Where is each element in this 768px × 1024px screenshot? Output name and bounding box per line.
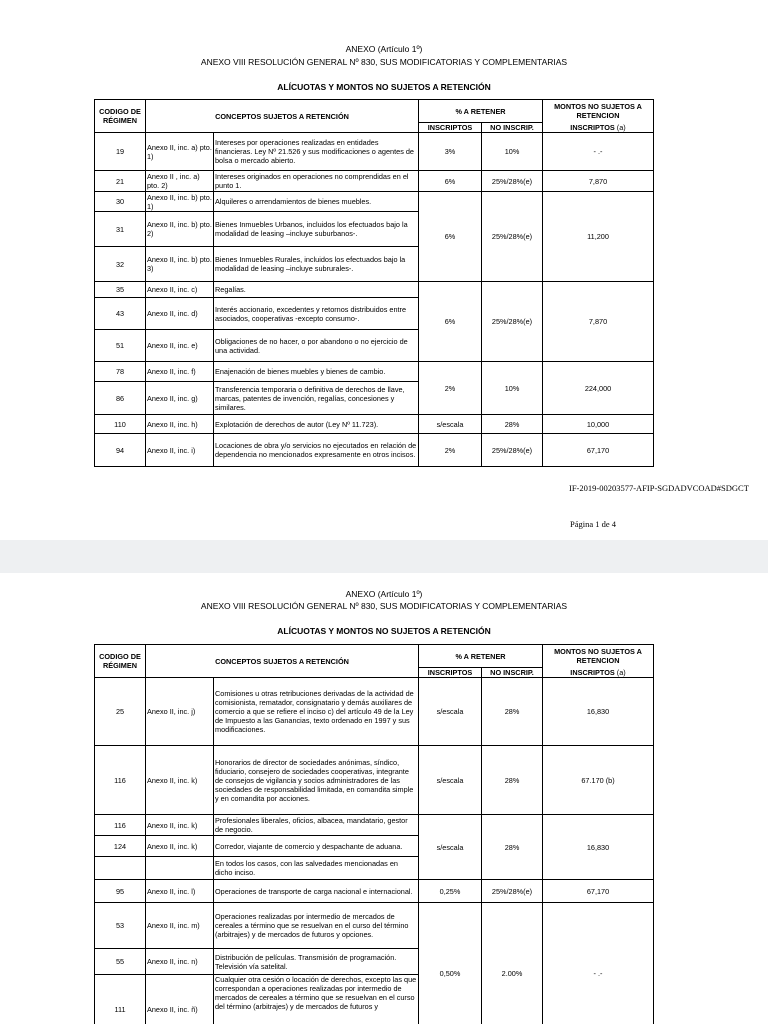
- concepto-cell: Cualquier otra cesión o locación de derechos, excepto las que correspondan a operaciones realizadas por intermedio de mercados de cereales a término que se resuelvan en el curso del término (arbitrajes) y de mercados de futuros y: [214, 975, 419, 1024]
- anexo-cell: Anexo II, inc. k): [146, 815, 214, 836]
- rate-inscriptos: s/escala: [419, 415, 482, 434]
- table-subtitle: ALÍCUOTAS Y MONTOS NO SUJETOS A RETENCIÓN: [277, 82, 491, 92]
- anexo-cell: Anexo II, inc. b) pto. 3): [146, 247, 214, 282]
- monto-cell: - .-: [543, 903, 654, 1024]
- resolution-title: ANEXO VIII RESOLUCIÓN GENERAL Nº 830, SUS MODIFICATORIAS Y COMPLEMENTARIAS: [200, 601, 568, 611]
- rate-inscriptos: s/escala: [419, 815, 482, 880]
- page-gap: [0, 540, 768, 573]
- anexo-cell: Anexo II, inc. j): [146, 678, 214, 746]
- anexo-cell: Anexo II, inc. b) pto. 2): [146, 212, 214, 247]
- header-pct: % A RETENER: [419, 645, 543, 668]
- rate-inscriptos: 6%: [419, 282, 482, 362]
- codigo-cell: 78: [95, 362, 146, 382]
- anexo-cell: Anexo II, inc. c): [146, 282, 214, 298]
- concepto-cell: Interés accionario, excedentes y retornos distribuidos entre asociados, cooperativas -excepto consumo-.: [214, 298, 419, 330]
- retention-table-page-1: [94, 99, 654, 467]
- monto-cell: - .-: [543, 133, 654, 171]
- header-inscriptos: INSCRIPTOS: [419, 668, 482, 678]
- concepto-cell: Intereses por operaciones realizadas en entidades financieras. Ley Nº 21.526 y sus modificaciones o agentes de bolsa o mercado abierto.: [214, 133, 419, 171]
- codigo-cell: 31: [95, 212, 146, 247]
- anexo-cell: Anexo II, inc. e): [146, 330, 214, 362]
- rate-no-inscrip: 28%: [482, 415, 543, 434]
- concepto-cell: Operaciones de transporte de carga nacional e internacional.: [214, 880, 419, 903]
- rate-no-inscrip: 25%/28%(e): [482, 434, 543, 467]
- concepto-cell: Enajenación de bienes muebles y bienes de cambio.: [214, 362, 419, 382]
- rate-inscriptos: 0,50%: [419, 903, 482, 1024]
- concepto-cell: Bienes Inmuebles Rurales, incluidos los efectuados bajo la modalidad de leasing –incluye subrurales-.: [214, 247, 419, 282]
- header-montos-inscriptos: INSCRIPTOS (a): [543, 123, 654, 133]
- anexo-cell: Anexo II, inc. d): [146, 298, 214, 330]
- monto-cell: 10,000: [543, 415, 654, 434]
- rate-no-inscrip: 25%/28%(e): [482, 282, 543, 362]
- rate-no-inscrip: 25%/28%(e): [482, 880, 543, 903]
- concepto-cell: Transferencia temporaria o definitiva de derechos de llave, marcas, patentes de invención, regalías, concesiones y similares.: [214, 382, 419, 415]
- header-codigo: CODIGO DE RÉGIMEN: [95, 645, 146, 678]
- rate-inscriptos: s/escala: [419, 678, 482, 746]
- monto-cell: 7,870: [543, 282, 654, 362]
- rate-inscriptos: 2%: [419, 434, 482, 467]
- table-subtitle: ALÍCUOTAS Y MONTOS NO SUJETOS A RETENCIÓN: [277, 626, 491, 636]
- header-inscriptos: INSCRIPTOS: [419, 123, 482, 133]
- codigo-cell: 95: [95, 880, 146, 903]
- monto-cell: 224,000: [543, 362, 654, 415]
- rate-no-inscrip: 28%: [482, 678, 543, 746]
- anexo-cell: Anexo II, inc. h): [146, 415, 214, 434]
- retention-table-page-2: [94, 644, 654, 1024]
- header-no-inscrip: NO INSCRIP.: [482, 668, 543, 678]
- codigo-cell: 110: [95, 415, 146, 434]
- concepto-cell: Explotación de derechos de autor (Ley Nº 11.723).: [214, 415, 419, 434]
- anexo-cell: Anexo II, inc. g): [146, 382, 214, 415]
- anexo-cell: Anexo II, inc. b) pto. 1): [147, 192, 212, 211]
- concepto-cell: Honorarios de director de sociedades anónimas, síndico, fiduciario, consejero de sociedades cooperativas, integrante de consejos de vigilancia y socios administradores de las sociedades de responsabilidad limitada, en comandita simple y en comandita por acciones.: [214, 746, 419, 815]
- rate-inscriptos: 6%: [419, 192, 482, 282]
- anexo-cell: Anexo II , inc. a) pto. 2): [146, 171, 214, 192]
- anexo-cell: Anexo II, inc. ñ): [146, 975, 214, 1024]
- concepto-cell: Operaciones realizadas por intermedio de mercados de cereales a término que se resuelvan en el curso del término (arbitrajes) y de mercados de futuros y opciones.: [214, 903, 419, 949]
- annex-title: ANEXO (Artículo 1º): [345, 44, 423, 54]
- rate-inscriptos: 3%: [419, 133, 482, 171]
- concepto-cell: En todos los casos, con las salvedades mencionadas en dicho inciso.: [214, 857, 419, 880]
- codigo-cell: 51: [95, 330, 146, 362]
- rate-no-inscrip: 25%/28%(e): [482, 171, 543, 192]
- concepto-cell: Intereses originados en operaciones no comprendidas en el punto 1.: [214, 171, 419, 192]
- rate-no-inscrip: 25%/28%(e): [482, 192, 543, 282]
- annex-title: ANEXO (Artículo 1º): [345, 589, 423, 599]
- anexo-cell: Anexo II, inc. k): [146, 836, 214, 857]
- codigo-cell: 55: [95, 949, 146, 975]
- monto-cell: 67.170 (b): [543, 746, 654, 815]
- concepto-cell: Distribución de películas. Transmisión de programación. Televisión vía satelital.: [214, 949, 419, 975]
- codigo-cell: 53: [95, 903, 146, 949]
- document-id: IF-2019-00203577-AFIP-SGDADVCOAD#SDGCT: [569, 483, 749, 493]
- anexo-cell: [146, 857, 214, 880]
- monto-cell: 67,170: [543, 880, 654, 903]
- anexo-cell: Anexo II, inc. a) pto. 1): [146, 133, 214, 171]
- anexo-cell: Anexo II, inc. i): [146, 434, 214, 467]
- rate-no-inscrip: 10%: [482, 133, 543, 171]
- header-pct: % A RETENER: [419, 100, 543, 123]
- codigo-cell: 19: [95, 133, 146, 171]
- page-number: Página 1 de 4: [570, 519, 617, 529]
- monto-cell: 11,200: [543, 192, 654, 282]
- codigo-cell: 116: [95, 746, 146, 815]
- rate-no-inscrip: 28%: [482, 815, 543, 880]
- codigo-cell: 35: [95, 282, 146, 298]
- resolution-title: ANEXO VIII RESOLUCIÓN GENERAL Nº 830, SUS MODIFICATORIAS Y COMPLEMENTARIAS: [200, 57, 568, 67]
- rate-inscriptos: s/escala: [419, 746, 482, 815]
- rate-no-inscrip: 28%: [482, 746, 543, 815]
- codigo-cell: 116: [95, 815, 146, 836]
- monto-cell: 7,870: [543, 171, 654, 192]
- codigo-cell: 94: [95, 434, 146, 467]
- anexo-cell: Anexo II, inc. k): [146, 746, 214, 815]
- header-no-inscrip: NO INSCRIP.: [482, 123, 543, 133]
- concepto-cell: Locaciones de obra y/o servicios no ejecutados en relación de dependencia no mencionados expresamente en otros incisos.: [214, 434, 419, 467]
- header-montos-inscriptos: INSCRIPTOS (a): [543, 668, 654, 678]
- codigo-cell: 86: [95, 382, 146, 415]
- concepto-cell: Bienes Inmuebles Urbanos, incluidos los efectuados bajo la modalidad de leasing –incluye suburbanos-.: [214, 212, 419, 247]
- codigo-cell: 30: [95, 192, 146, 212]
- header-conceptos: CONCEPTOS SUJETOS A RETENCIÓN: [146, 100, 419, 133]
- concepto-cell: Profesionales liberales, oficios, albacea, mandatario, gestor de negocio.: [214, 815, 419, 836]
- concepto-cell: Alquileres o arrendamientos de bienes muebles.: [214, 192, 419, 212]
- monto-cell: 16,830: [543, 815, 654, 880]
- codigo-cell: 21: [95, 171, 146, 192]
- header-conceptos: CONCEPTOS SUJETOS A RETENCIÓN: [146, 645, 419, 678]
- concepto-cell: Comisiones u otras retribuciones derivadas de la actividad de comisionista, rematador, consignatario y demás auxiliares de comercio a que se refiere el inciso c) del artículo 49 de la Ley de Impuesto a las Ganancias, texto ordenado en 1997 y sus modificaciones.: [214, 678, 419, 746]
- header-montos: MONTOS NO SUJETOS A RETENCION: [543, 645, 654, 668]
- header-montos: MONTOS NO SUJETOS A RETENCION: [543, 100, 654, 123]
- codigo-cell: 124: [95, 836, 146, 857]
- monto-cell: 67,170: [543, 434, 654, 467]
- document-page-2: [0, 573, 768, 1024]
- rate-no-inscrip: 10%: [482, 362, 543, 415]
- rate-no-inscrip: 2.00%: [482, 903, 543, 1024]
- header-codigo: CODIGO DE RÉGIMEN: [95, 100, 146, 133]
- anexo-cell: Anexo II, inc. l): [146, 880, 214, 903]
- monto-cell: 16,830: [543, 678, 654, 746]
- codigo-cell: 32: [95, 247, 146, 282]
- codigo-cell: 43: [95, 298, 146, 330]
- rate-inscriptos: 2%: [419, 362, 482, 415]
- concepto-cell: Regalías.: [214, 282, 419, 298]
- anexo-cell: Anexo II, inc. n): [146, 949, 214, 975]
- codigo-cell: 25: [95, 678, 146, 746]
- codigo-cell: 111: [95, 975, 146, 1024]
- rate-inscriptos: 6%: [419, 171, 482, 192]
- concepto-cell: Obligaciones de no hacer, o por abandono o no ejercicio de una actividad.: [214, 330, 419, 362]
- rate-inscriptos: 0,25%: [419, 880, 482, 903]
- anexo-cell: Anexo II, inc. f): [146, 362, 214, 382]
- codigo-cell: [95, 857, 146, 880]
- concepto-cell: Corredor, viajante de comercio y despachante de aduana.: [214, 836, 419, 857]
- anexo-cell: Anexo II, inc. m): [146, 903, 214, 949]
